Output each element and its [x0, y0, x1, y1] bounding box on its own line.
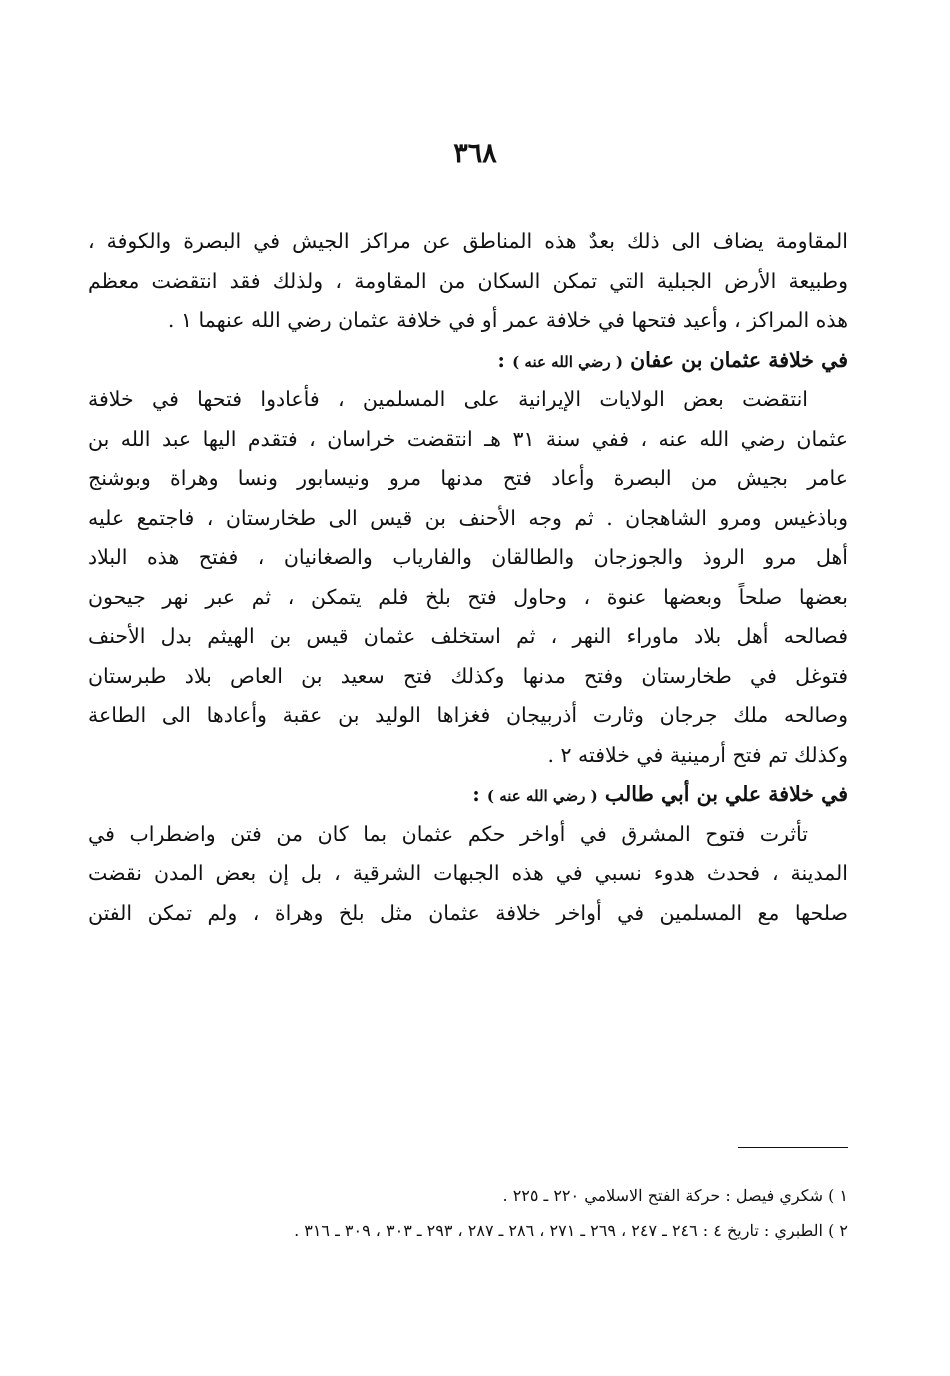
- text-line: عثمان رضي الله عنه ، ففي سنة ٣١ هـ انتقضت خراسان ، فتقدم اليها عبد الله بن: [88, 426, 848, 451]
- page-number: ٣٦٨: [453, 138, 497, 169]
- section-heading-honorific: ( رضي الله عنه ): [512, 352, 623, 371]
- text-line: وصالحه ملك جرجان وثارت أذربيجان فغزاها الوليد بن عقبة وأعادها الى الطاعة: [88, 703, 848, 727]
- section-heading-colon: :: [497, 347, 505, 372]
- text-line: صلحها مع المسلمين في أواخر خلافة عثمان مثل بلخ وهراة ، ولم تمكن الفتن: [88, 900, 848, 925]
- text-line: أهل مرو الروذ والجوزجان والطالقان والفارياب والصغانيان ، ففتح هذه البلاد: [88, 545, 848, 569]
- body-text: [88, 222, 848, 933]
- text-line: انتقضت بعض الولايات الإيرانية على المسلمين ، فأعادوا فتحها في خلافة: [88, 387, 808, 411]
- text-line: بعضها صلحاً وبعضها عنوة ، وحاول فتح بلخ فلم يتمكن ، ثم عبر نهر جيحون: [88, 584, 848, 609]
- text-line: فتوغل في طخارستان وفتح مدنها وكذلك فتح سعيد بن العاص بلاد طبرستان: [88, 663, 848, 688]
- text-line: وكذلك تم فتح أرمينية في خلافته ٢ .: [547, 742, 848, 767]
- text-line: وطبيعة الأرض الجبلية التي تمكن السكان من المقاومة ، ولذلك فقد انتقضت معظم: [88, 268, 848, 293]
- section-heading-uthman: [88, 341, 848, 381]
- text-line: عامر بجيش من البصرة وأعاد فتح مدنها مرو ونيسابور ونسا وهراة وبوشنج: [88, 466, 848, 490]
- footnote-divider: [738, 1147, 848, 1148]
- section-heading-honorific: ( رضي الله عنه ): [486, 787, 598, 805]
- text-line: المقاومة يضاف الى ذلك بعدٌ هذه المناطق عن مراكز الجيش في البصرة والكوفة ،: [88, 229, 848, 253]
- text-line: هذه المراكز ، وأعيد فتحها في خلافة عمر أو في خلافة عثمان رضي الله عنهما ١ .: [167, 308, 848, 332]
- section-heading-text: في خلافة علي بن أبي طالب: [604, 782, 848, 806]
- text-line: تأثرت فتوح المشرق في أواخر حكم عثمان بما كان من فتن واضطراب في: [88, 821, 808, 846]
- footnote-1: ١ ) شكري فيصل : حركة الفتح الاسلامي ٢٢٠ ـ ٢٢٥ .: [502, 1186, 848, 1205]
- section-heading-colon: :: [472, 782, 480, 806]
- text-line: وباذغيس ومرو الشاهجان . ثم وجه الأحنف بن قيس الى طخارستان ، فاجتمع عليه: [88, 505, 848, 530]
- section-heading-text: في خلافة عثمان بن عفان: [630, 347, 848, 372]
- text-line: فصالحه أهل بلاد ماوراء النهر ، ثم استخلف عثمان قيس بن الهيثم بدل الأحنف: [88, 624, 848, 648]
- footnote-2: ٢ ) الطبري : تاريخ ٤ : ٢٤٦ ـ ٢٤٧ ، ٢٦٩ ـ ٢٧١ ، ٢٨٦ ـ ٢٨٧ ، ٢٩٣ ـ ٣٠٣ ، ٣٠٩ ـ ٣١٦ .: [294, 1221, 848, 1240]
- text-line: المدينة ، فحدث هدوء نسبي في هذه الجبهات الشرقية ، بل إن بعض المدن نقضت: [88, 861, 848, 885]
- footnotes: [88, 1178, 848, 1248]
- section-heading-ali: [88, 775, 848, 815]
